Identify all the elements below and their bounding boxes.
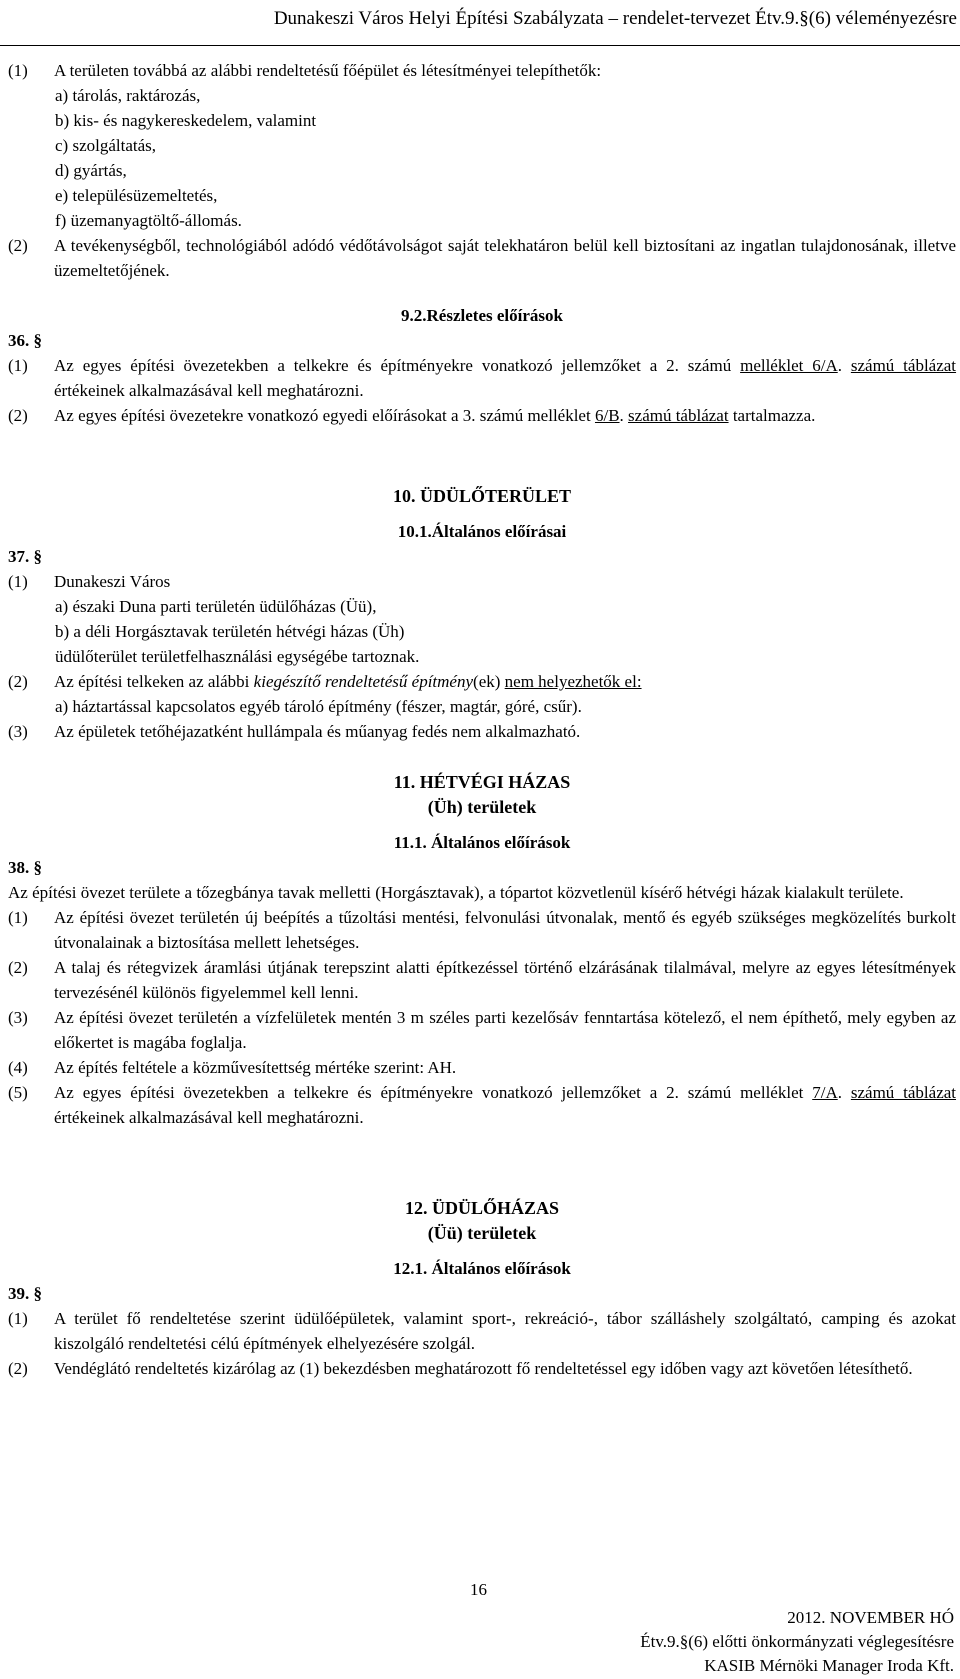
page-header bbox=[0, 4, 960, 48]
paragraph-number: (4) bbox=[8, 1058, 28, 1077]
page-footer bbox=[0, 1570, 960, 1679]
table-reference: számú táblázat bbox=[850, 356, 957, 375]
paragraph-number: (1) bbox=[8, 356, 28, 375]
section-heading-12: 12. ÜDÜLŐHÁZAS bbox=[404, 1198, 560, 1218]
footer-company: KASIB Mérnöki Manager Iroda Kft. bbox=[704, 1656, 954, 1675]
paragraph-number: (3) bbox=[8, 1008, 28, 1027]
section-heading-10: 10. ÜDÜLŐTERÜLET bbox=[392, 486, 572, 506]
paragraph-number: (2) bbox=[8, 236, 28, 255]
paragraph-number: (1) bbox=[8, 572, 28, 591]
paragraph-text: . bbox=[837, 1083, 851, 1102]
paragraph-number: (1) bbox=[8, 1309, 28, 1328]
paragraph-sign-37: 37. § bbox=[8, 547, 42, 566]
underlined-phrase: nem helyezhetők el: bbox=[504, 672, 642, 691]
paragraph-number: (2) bbox=[8, 1359, 28, 1378]
annex-reference: 7/A bbox=[812, 1083, 838, 1102]
paragraph-text: Az egyes építési övezetekre vonatkozó egyedi előírásokat a 3. számú melléklet bbox=[54, 406, 595, 425]
annex-reference: 6/B bbox=[594, 406, 620, 425]
paragraph-text: A területen továbbá az alábbi rendeltetésű főépület és létesítményei telepíthetők: bbox=[54, 61, 602, 80]
list-item: c) szolgáltatás, bbox=[55, 136, 157, 155]
list-item: f) üzemanyagtöltő-állomás. bbox=[55, 211, 242, 230]
section-heading-9-2: 9.2.Részletes előírások bbox=[401, 306, 563, 325]
page-number: 16 bbox=[470, 1580, 487, 1599]
paragraph-text: A terület fő rendeltetése szerint üdülőépületek, valamint sport-, rekreáció-, tábor szálláshely szolgáltató, camping és azokat kiszolgáló rendeltetési célú építmények elhelyezésére szolgál. bbox=[54, 1309, 956, 1353]
footer-status: Étv.9.§(6) előtti önkormányzati véglegesítésre bbox=[640, 1632, 954, 1651]
list-item: a) északi Duna parti területén üdülőházas (Üü), bbox=[55, 597, 377, 616]
emphasis-term: kiegészítő rendeltetésű építmény bbox=[253, 672, 474, 691]
table-reference: számú táblázat bbox=[628, 406, 729, 425]
paragraph-37-2 bbox=[8, 669, 956, 694]
paragraph-text: A talaj és rétegvizek áramlási útjának terepszint alatti építkezéssel történő elzárásának tilalmával, melyre az egyes létesítmények tervezésénél különös figyelemmel kell lenni. bbox=[54, 958, 956, 1002]
paragraph-text: . bbox=[619, 406, 629, 425]
list-item: a) tárolás, raktározás, bbox=[55, 86, 201, 105]
paragraph-text: értékeinek alkalmazásával kell meghatározni. bbox=[54, 1108, 364, 1127]
paragraph-number: (1) bbox=[8, 61, 28, 80]
paragraph-38-intro: Az építési övezet területe a tőzegbánya tavak melletti (Horgásztavak), a tópartot közvetlenül kísérő hétvégi házak kialakult területe. bbox=[8, 883, 904, 902]
paragraph-number: (1) bbox=[8, 908, 28, 927]
paragraph-text: Az építési övezet területén új beépítés a tűzoltási mentési, felvonulási útvonalak, mentő és egyéb szükséges megközelítés burkolt útvonalainak a biztosítása mellett lehetséges. bbox=[54, 908, 956, 952]
subsection-heading-12-1: 12.1. Általános előírások bbox=[393, 1259, 571, 1278]
paragraph-text: . bbox=[837, 356, 851, 375]
paragraph-38-5 bbox=[8, 1080, 956, 1130]
header-title: Dunakeszi Város Helyi Építési Szabályzata – rendelet-tervezet Étv.9.§(6) véleményezésre bbox=[273, 8, 957, 29]
paragraph-text: Az építési telkeken az alábbi bbox=[54, 672, 254, 691]
paragraph-number: (2) bbox=[8, 672, 28, 691]
paragraph-36-2 bbox=[8, 403, 956, 428]
paragraph-37-3 bbox=[8, 719, 956, 744]
list-item: b) kis- és nagykereskedelem, valamint bbox=[55, 111, 317, 130]
list-item: e) településüzemeltetés, bbox=[55, 186, 218, 205]
paragraph-38-4 bbox=[8, 1055, 956, 1080]
paragraph-38-1 bbox=[8, 905, 956, 955]
annex-reference: melléklet 6/A bbox=[740, 356, 838, 375]
paragraph-number: (5) bbox=[8, 1083, 28, 1102]
subsection-heading-11-1: 11.1. Általános előírások bbox=[393, 833, 571, 852]
paragraph-text: Vendéglátó rendeltetés kizárólag az (1) bekezdésben meghatározott fő rendeltetéssel egy időben vagy azt követően létesíthető. bbox=[54, 1359, 913, 1378]
paragraph-39-1 bbox=[8, 1306, 956, 1356]
section-heading-11: 11. HÉTVÉGI HÁZAS bbox=[393, 772, 571, 792]
paragraph-38-3 bbox=[8, 1005, 956, 1055]
section-heading-11-line2: (Üh) területek bbox=[427, 797, 537, 817]
paragraph-text: Az egyes építési övezetekben a telkekre és építményekre vonatkozó jellemzőket a 2. számú melléklet bbox=[54, 1083, 813, 1102]
list-item: a) háztartással kapcsolatos egyéb tároló építmény (fészer, magtár, góré, csűr). bbox=[55, 697, 582, 716]
footer-date: 2012. NOVEMBER HÓ bbox=[787, 1608, 954, 1627]
list-item: b) a déli Horgásztavak területén hétvégi házas (Üh) bbox=[55, 622, 405, 641]
list-item: üdülőterület területfelhasználási egységébe tartoznak. bbox=[55, 647, 420, 666]
paragraph-number: (2) bbox=[8, 958, 28, 977]
paragraph-sign-36: 36. § bbox=[8, 331, 42, 350]
paragraph-9-1-1 bbox=[8, 58, 956, 83]
paragraph-text: (ek) bbox=[473, 672, 505, 691]
paragraph-9-1-2 bbox=[8, 233, 956, 283]
header-rule bbox=[0, 45, 960, 46]
subsection-heading-10-1: 10.1.Általános előírásai bbox=[397, 522, 567, 541]
table-reference: számú táblázat bbox=[850, 1083, 957, 1102]
paragraph-text: Az egyes építési övezetekben a telkekre és építményekre vonatkozó jellemzőket a 2. számú bbox=[54, 356, 732, 375]
paragraph-number: (3) bbox=[8, 722, 28, 741]
paragraph-text: tartalmazza. bbox=[728, 406, 816, 425]
paragraph-sign-38: 38. § bbox=[8, 858, 42, 877]
paragraph-36-1 bbox=[8, 353, 956, 403]
paragraph-text: értékeinek alkalmazásával kell meghatározni. bbox=[54, 381, 364, 400]
section-heading-12-line2: (Üü) területek bbox=[427, 1223, 537, 1243]
paragraph-text: Dunakeszi Város bbox=[54, 572, 171, 591]
paragraph-38-2 bbox=[8, 955, 956, 1005]
paragraph-number: (2) bbox=[8, 406, 28, 425]
paragraph-text: Az építési övezet területén a vízfelületek mentén 3 m széles parti kezelősáv fenntartása kötelező, el nem építhető, mely egyben az előkertet is magába foglalja. bbox=[54, 1008, 956, 1052]
document-body bbox=[8, 58, 956, 1381]
paragraph-text: A tevékenységből, technológiából adódó védőtávolságot saját telekhatáron belül kell biztosítani az ingatlan tulajdonosának, illetve üzemeltetőjének. bbox=[54, 236, 956, 280]
paragraph-39-2 bbox=[8, 1356, 956, 1381]
paragraph-sign-39: 39. § bbox=[8, 1284, 42, 1303]
paragraph-37-1 bbox=[8, 569, 956, 594]
paragraph-text: Az építés feltétele a közművesítettség mértéke szerint: AH. bbox=[54, 1058, 457, 1077]
list-item: d) gyártás, bbox=[55, 161, 127, 180]
paragraph-text: Az épületek tetőhéjazatként hullámpala és műanyag fedés nem alkalmazható. bbox=[54, 722, 581, 741]
